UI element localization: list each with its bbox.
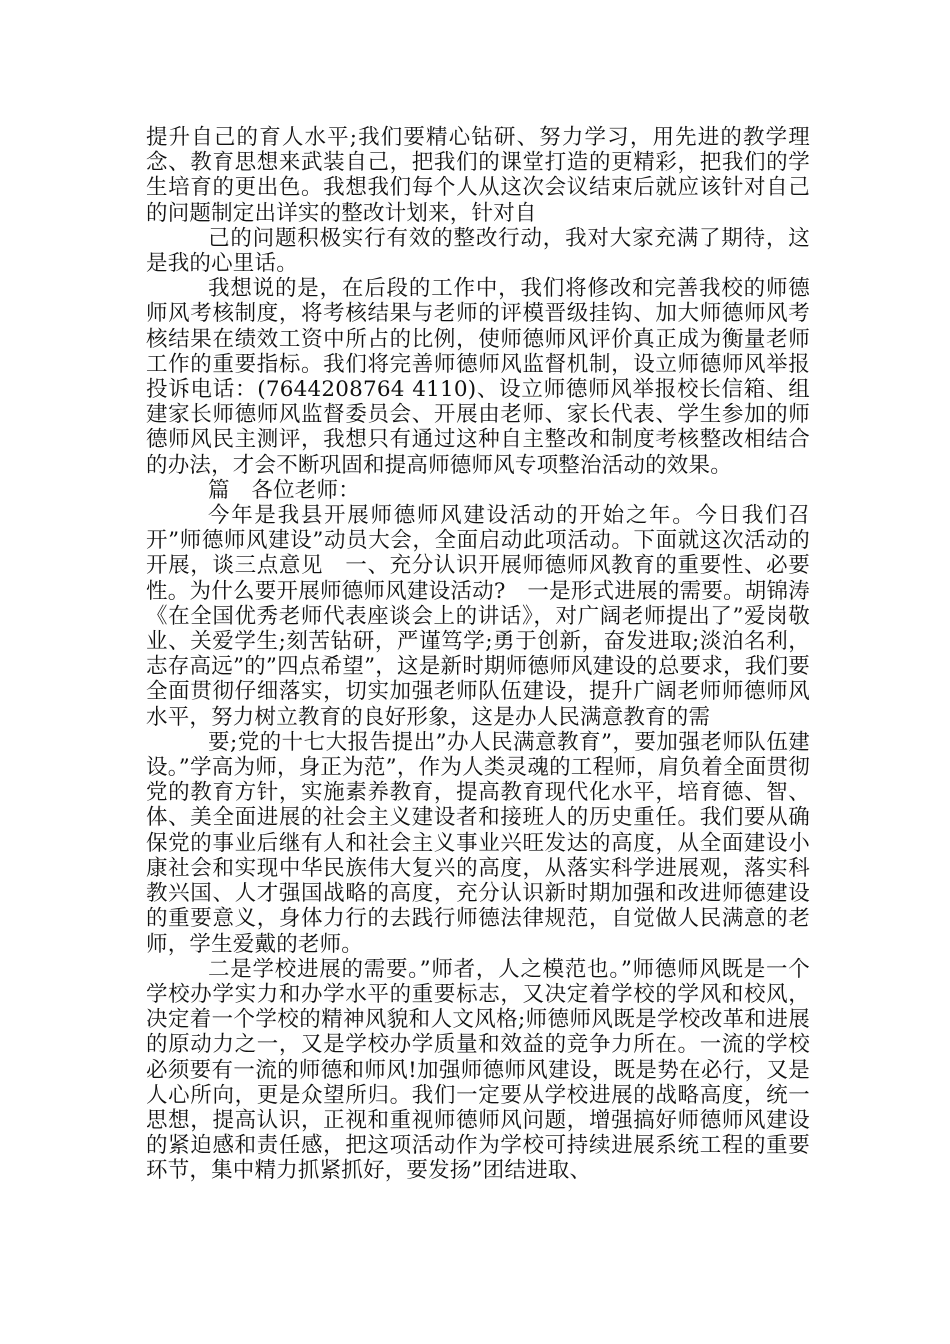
paragraph-4: 篇 各位老师： bbox=[208, 477, 360, 503]
paragraph-7: 二是学校进展的需要。”师者，人之模范也。”师德师风既是一个学校办学实力和办学水平的重要标志，又决定着学校的学风和校风，决定着一个学校的精神风貌和人文风格;师德师风既是学校改革和进展的原动力之一，又是学校办学质量和效益的竞争力所在。一流的学校必须要有一流的师德和师风!加强师德师风建设，既是势在必行，又是人心所向，更是众望所归。我们一定要从学校进展的战略高度，统一思想，提高认识，正视和重视师德师风问题，增强搞好师德师风建设的紧迫感和责任感，把这项活动作为学校可持续进展系统工程的重要环节，集中精力抓紧抓好，要发扬”团结进取、 bbox=[146, 956, 810, 1184]
paragraph-2: 己的问题积极实行有效的整改行动，我对大家充满了期待，这是我的心里话。 bbox=[146, 225, 810, 277]
document-body bbox=[146, 125, 810, 1184]
paragraph-6: 要;党的十七大报告提出”办人民满意教育”，要加强老师队伍建设。”学高为师，身正为范”，作为人类灵魂的工程师，肩负着全面贯彻党的教育方针，实施素养教育，提高教育现代化水平，培育德、智、体、美全面进展的社会主义建设者和接班人的历史重任。我们要从确保党的事业后继有人和社会主义事业兴旺发达的高度，从全面建设小康社会和实现中华民族伟大复兴的高度，从落实科学进展观，落实科教兴国、人才强国战略的高度，充分认识新时期加强和改进师德建设的重要意义，身体力行的去践行师德法律规范，自觉做人民满意的老师，学生爱戴的老师。 bbox=[146, 729, 810, 957]
paragraph-3: 我想说的是，在后段的工作中，我们将修改和完善我校的师德师风考核制度，将考核结果与老师的评模晋级挂钩、加大师德师风考核结果在绩效工资中所占的比例，使师德师风评价真正成为衡量老师工作的重要指标。我们将完善师德师风监督机制，设立师德师风举报投诉电话：(7644208764 4110)、设立师德师风举报校长信箱、组建家长师德师风监督委员会、开展由老师、家长代表、学生参加的师德师风民主测评，我想只有通过这种自主整改和制度考核整改相结合的办法，才会不断巩固和提高师德师风专项整治活动的效果。 bbox=[146, 276, 810, 478]
paragraph-1: 提升自己的育人水平;我们要精心钻研、努力学习，用先进的教学理念、教育思想来武装自己，把我们的课堂打造的更精彩，把我们的学生培育的更出色。我想我们每个人从这次会议结束后就应该针对自己的问题制定出详实的整改计划来，针对自 bbox=[146, 125, 810, 226]
paragraph-5: 今年是我县开展师德师风建设活动的开始之年。今日我们召开”师德师风建设”动员大会，全面启动此项活动。下面就这次活动的开展，谈三点意见 一、充分认识开展师德师风教育的重要性、必要性。为什么要开展师德师风建设活动? 一是形式进展的需要。胡锦涛《在全国优秀老师代表座谈会上的讲话》，对广阔老师提出了”爱岗敬业、关爱学生;刻苦钻研，严谨笃学;勇于创新，奋发进取;淡泊名利，志存高远”的”四点希望”，这是新时期师德师风建设的总要求，我们要全面贯彻仔细落实，切实加强老师队伍建设，提升广阔老师师德师风水平，努力树立教育的良好形象，这是办人民满意教育的需 bbox=[146, 503, 810, 730]
